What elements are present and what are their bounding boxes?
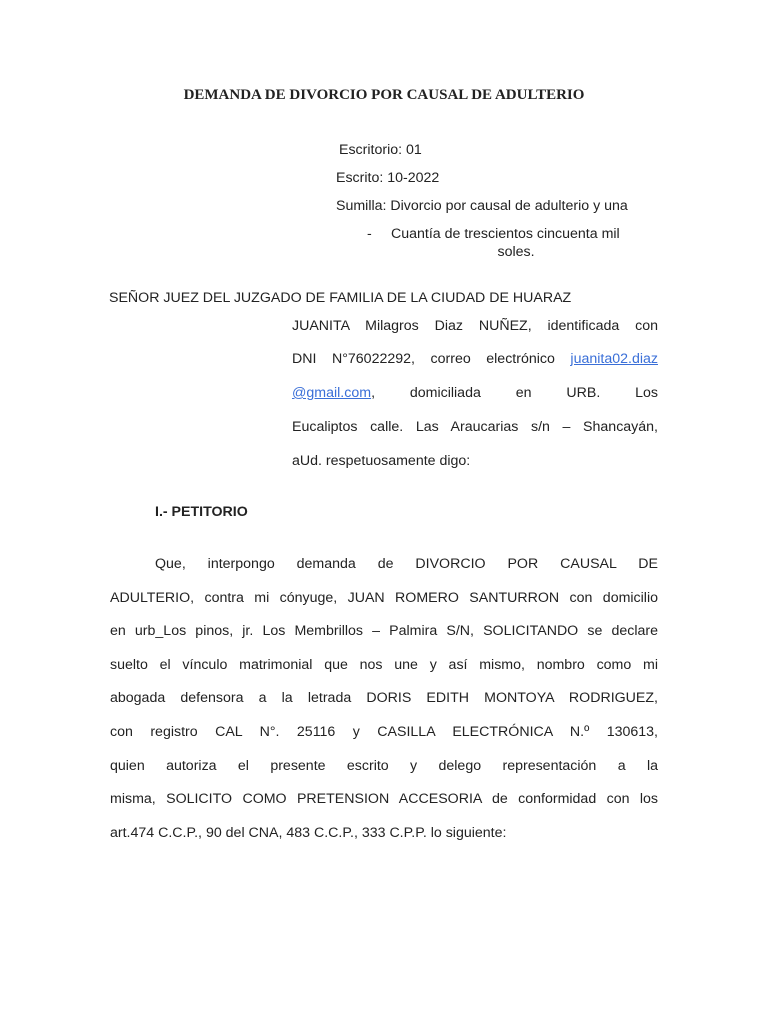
petitorio-line-5: abogada defensora a la letrada DORIS EDITH MONTOYA RODRIGUEZ, [110,690,658,706]
intro-line-1: JUANITA Milagros Diaz NUÑEZ, identificada con [292,318,658,334]
petitorio-line-8: misma, SOLICITO COMO PRETENSION ACCESORIA de conformidad con los [110,791,658,807]
document-title: DEMANDA DE DIVORCIO POR CAUSAL DE ADULTERIO [183,87,585,103]
email-link-part-2[interactable]: @gmail.com [292,385,372,401]
sumilla: Sumilla: Divorcio por causal de adulterio y una [336,198,628,214]
intro-line-5: aUd. respetuosamente digo: [292,453,471,469]
cuantia-line-1: Cuantía de trescientos cincuenta mil [391,226,620,242]
intro-line-2 [292,350,658,368]
intro-line-4: Eucaliptos calle. Las Araucarias s/n – Shancayán, [292,419,658,435]
petitorio-line-2: ADULTERIO, contra mi cónyuge, JUAN ROMERO SANTURRON con domicilio [110,590,658,606]
intro-line-3 [292,384,658,402]
addressee: SEÑOR JUEZ DEL JUZGADO DE FAMILIA DE LA CIUDAD DE HUARAZ [109,290,572,306]
petitorio-line-9: art.474 C.C.P., 90 del CNA, 483 C.C.P., 333 C.P.P. lo siguiente: [110,825,507,841]
bullet-dash: - [367,226,372,242]
escritorio-number: Escritorio: 01 [339,142,422,158]
intro-address-text: , domiciliada en URB. Los [371,385,658,401]
petitorio-line-1: Que, interpongo demanda de DIVORCIO POR CAUSAL DE [155,556,658,572]
escrito-number: Escrito: 10-2022 [336,170,440,186]
section-heading-petitorio: I.- PETITORIO [155,504,248,520]
petitorio-line-6: con registro CAL N°. 25116 y CASILLA ELECTRÓNICA N.º 130613, [110,724,658,740]
email-link-part-1[interactable]: juanita02.diaz [570,351,658,367]
petitorio-line-3: en urb_Los pinos, jr. Los Membrillos – Palmira S/N, SOLICITANDO se declare [110,623,658,639]
intro-dni-text: DNI N°76022292, correo electrónico [292,351,555,367]
petitorio-line-4: suelto el vínculo matrimonial que nos une y así mismo, nombro como mi [110,657,658,673]
petitorio-line-7: quien autoriza el presente escrito y delego representación a la [110,758,658,774]
cuantia-line-2: soles. [497,244,535,260]
